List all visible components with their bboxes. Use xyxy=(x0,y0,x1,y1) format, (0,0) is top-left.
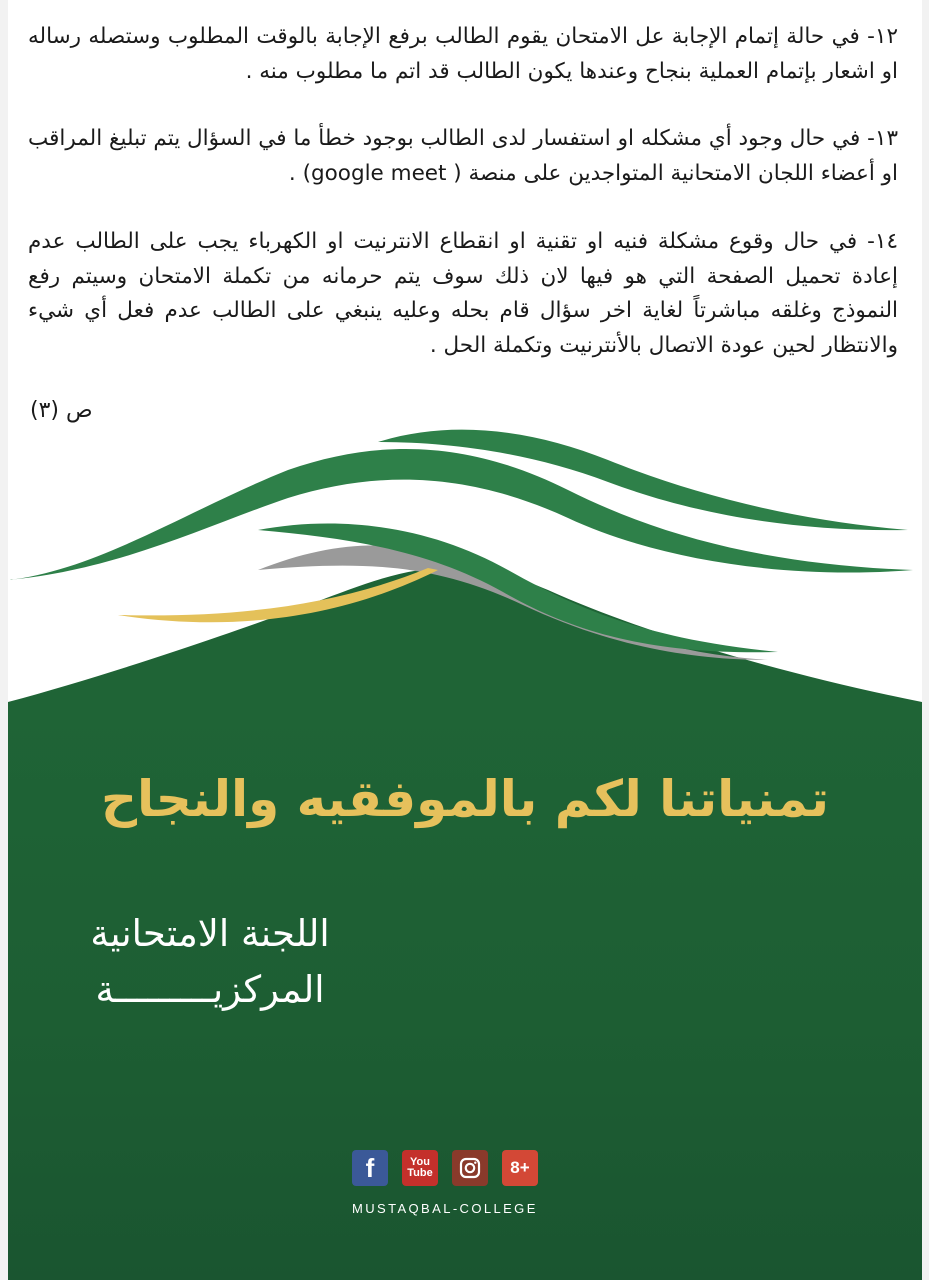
instruction-text-14: ١٤- في حال وقوع مشكلة فنيه او تقنية او انقطاع الانترنيت او الكهرباء يجب على الطالب عدم إعادة تحميل الصفحة التي هو فيها لان ذلك سوف يتم حرمانه من تكملة الامتحان وسيتم رفع النموذج وغلقه مباشرتاً لغاية اخر سؤال قام بحله وعليه ينبغي على الطالب عدم فعل أي شيء والانتظار لحين عودة الاتصال بالأنترنيت وتكملة الحل . xyxy=(28,229,898,358)
instagram-icon[interactable] xyxy=(452,1150,488,1186)
green-mountain-shape xyxy=(8,568,922,721)
google-plus-glyph: 8+ xyxy=(510,1158,530,1177)
facebook-glyph: f xyxy=(365,1152,375,1183)
wave-decoration xyxy=(8,420,922,720)
youtube-icon[interactable] xyxy=(402,1150,438,1186)
instagram-glyph xyxy=(459,1157,481,1179)
page-edge-right xyxy=(922,0,929,1280)
instruction-text-12: ١٢- في حالة إتمام الإجابة عل الامتحان يقوم الطالب برفع الإجابة بالوقت المطلوب وستصله رساله او اشعار بإتمام العملية بنجاح وعندها يكون الطالب قد اتم ما مطلوب منه . xyxy=(28,24,898,84)
page-number: ص (٣) xyxy=(30,398,93,423)
college-name: MUSTAQBAL-COLLEGE xyxy=(352,1201,538,1216)
google-plus-icon[interactable] xyxy=(502,1150,538,1186)
instruction-text-13: ١٣- في حال وجود أي مشكله او استفسار لدى الطالب بوجود خطأ ما في السؤال يتم تبليغ المراقب او أعضاء اللجان الامتحانية المتواجدين على منصة ( google meet) . xyxy=(28,126,898,186)
instruction-item-12 xyxy=(28,20,898,89)
committee-name-line-2: المركزيـــــــــة xyxy=(95,968,325,1011)
closing-headline: تمنياتنا لكم بالموفقيه والنجاح xyxy=(100,770,830,828)
page-edge-left xyxy=(0,0,8,1280)
social-icons xyxy=(352,1150,538,1186)
youtube-glyph: You Tube xyxy=(407,1156,433,1179)
committee-name-line-1: اللجنة الامتحانية xyxy=(90,912,330,955)
instruction-item-13 xyxy=(28,122,898,191)
facebook-icon[interactable] xyxy=(352,1150,388,1186)
instruction-item-14 xyxy=(28,225,898,363)
